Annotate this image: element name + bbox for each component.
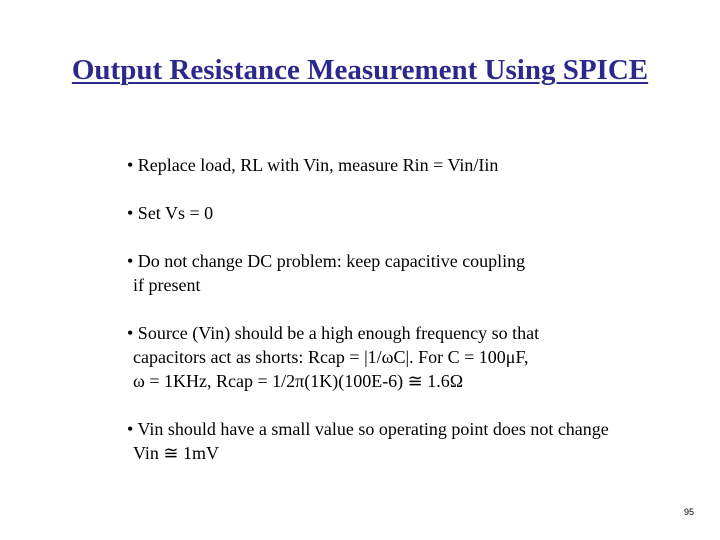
bullet-text: • Replace load, RL with Vin, measure Rin = Vin/Iin: [127, 155, 499, 175]
bullet-text: • Source (Vin) should be a high enough frequency so that: [127, 323, 540, 343]
bullet-text-continuation: capacitors act as shorts: Rcap = |1/ωC|. For C = 100μF,: [133, 347, 529, 367]
bullet-text: • Do not change DC problem: keep capacitive coupling: [127, 251, 526, 271]
bullet-text: • Vin should have a small value so operating point does not change: [127, 419, 609, 439]
bullet-text: • Set Vs = 0: [127, 203, 214, 223]
bullet-source-frequency: [127, 321, 697, 393]
bullet-text-continuation: ω = 1KHz, Rcap = 1/2π(1K)(100E-6) ≅ 1.6Ω: [133, 371, 464, 391]
slide-title: Output Resistance Measurement Using SPICE: [71, 54, 649, 86]
page-number: 95: [683, 507, 694, 517]
bullet-text-continuation: Vin ≅ 1mV: [133, 443, 220, 463]
bullet-set-vs: [127, 201, 697, 225]
bullet-list: [127, 153, 697, 489]
bullet-vin-small: [127, 417, 697, 465]
bullet-replace-load: [127, 153, 697, 177]
bullet-text-continuation: if present: [133, 275, 201, 295]
bullet-dc-problem: [127, 249, 697, 297]
